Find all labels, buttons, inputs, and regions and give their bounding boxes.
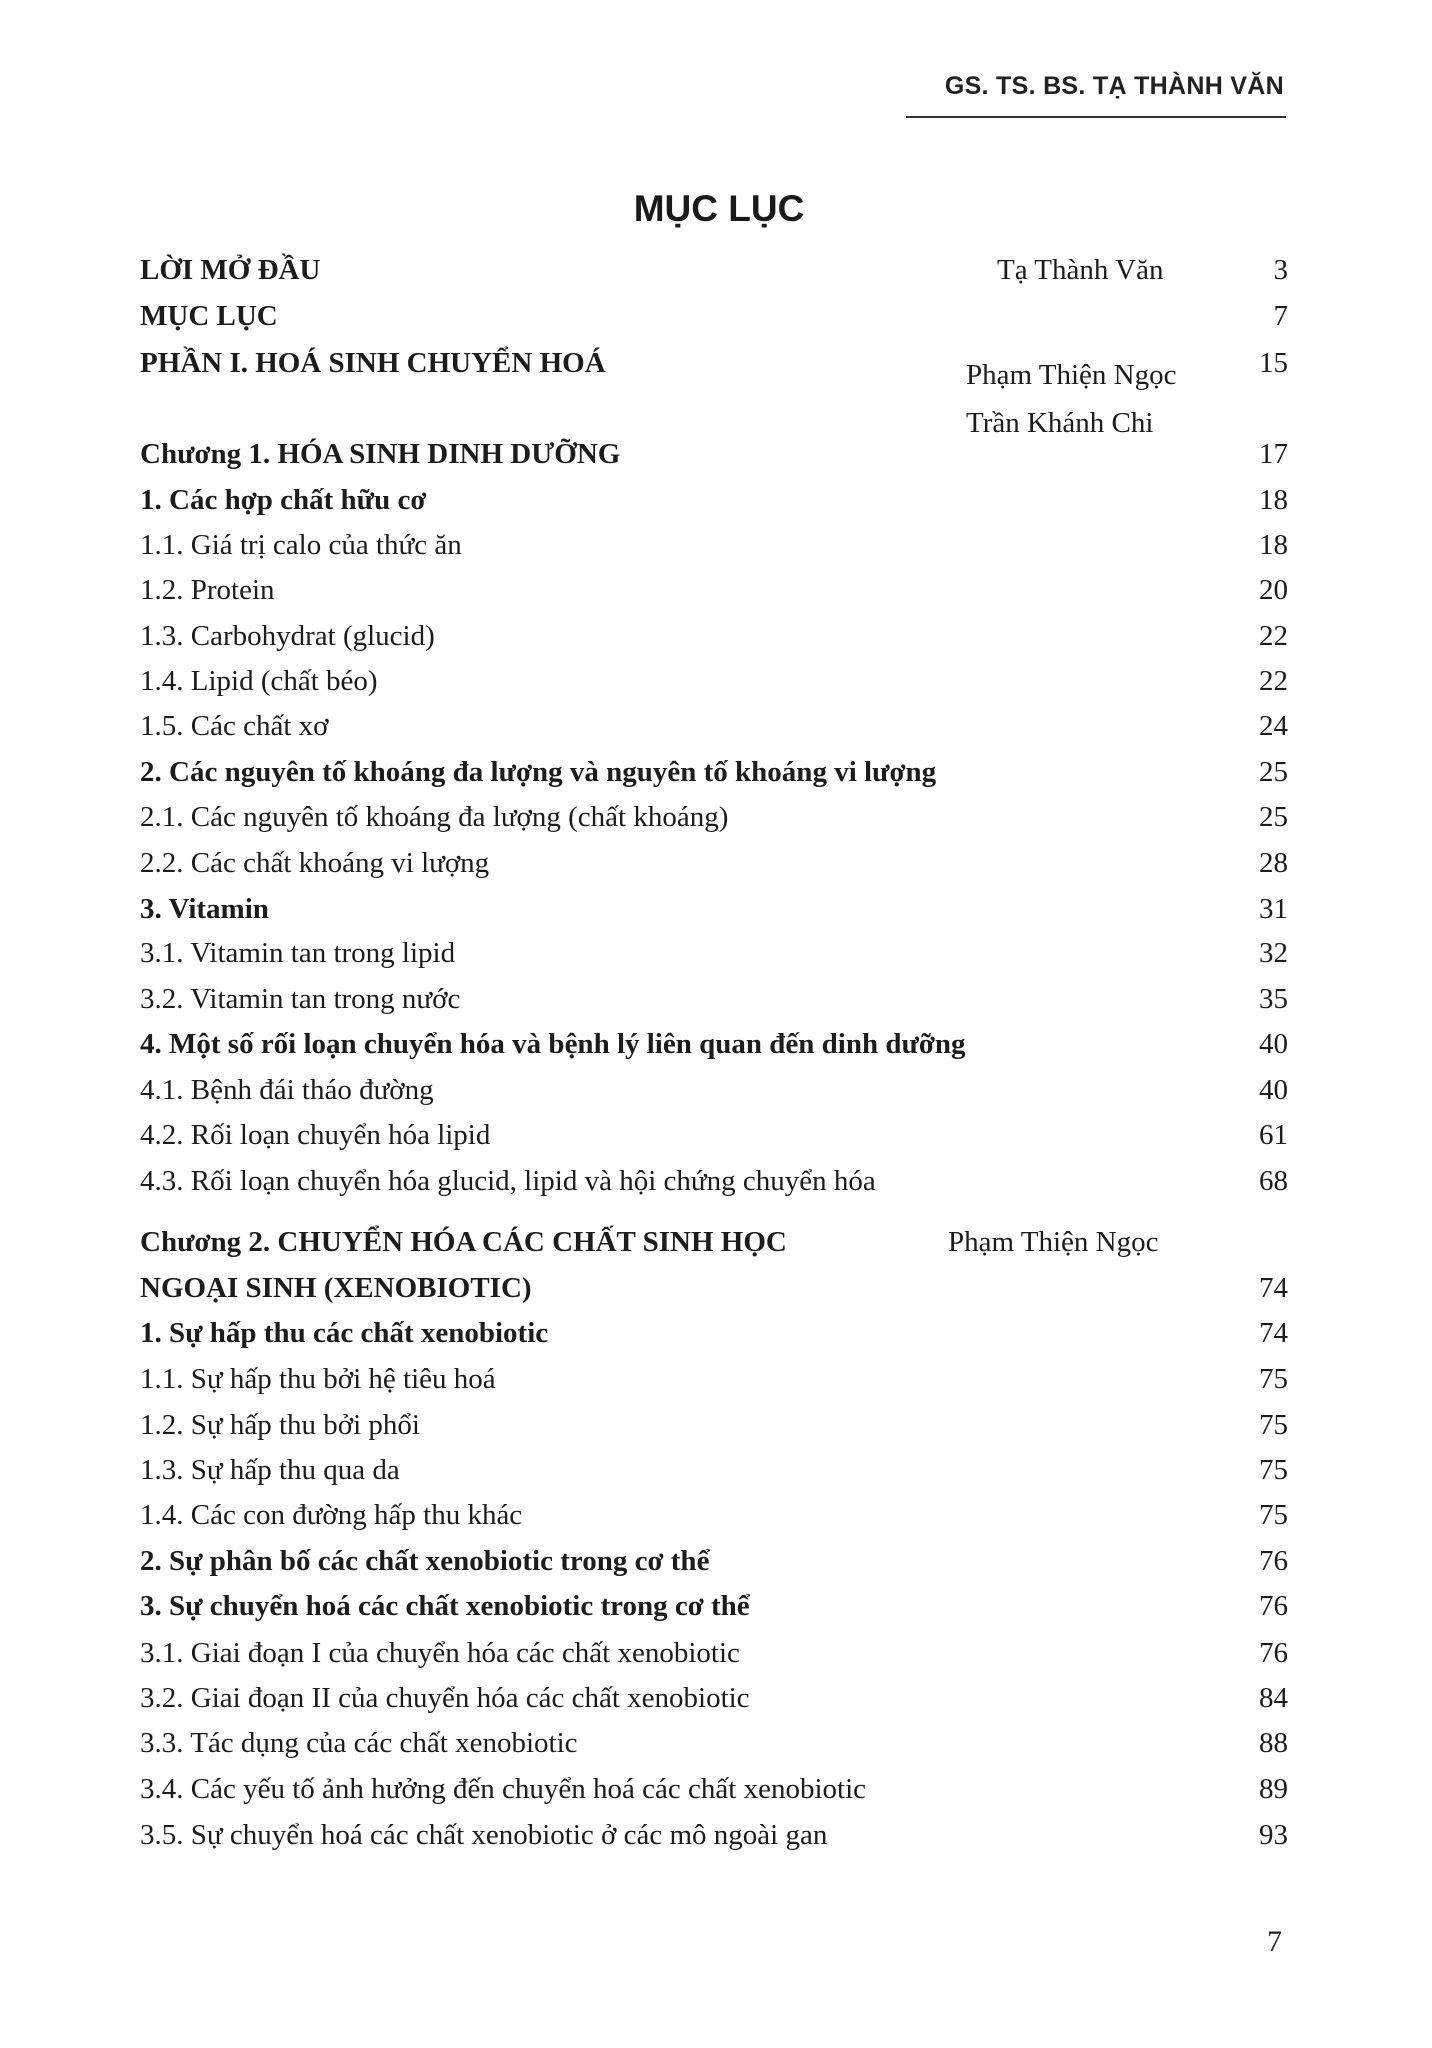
toc-entry-title: 3. Sự chuyển hoá các chất xenobiotic trong cơ thể <box>140 1590 750 1622</box>
toc-entry <box>140 752 1288 792</box>
toc-entry-title: 1.5. Các chất xơ <box>140 710 329 742</box>
toc-entry <box>140 434 1288 474</box>
toc-entry <box>140 1268 1288 1308</box>
toc-entry-title: Chương 2. CHUYỂN HÓA CÁC CHẤT SINH HỌC <box>140 1226 787 1258</box>
toc-entry-author: Phạm Thiện Ngọc <box>948 1226 1159 1258</box>
toc-entry <box>140 1313 1288 1353</box>
toc-entry <box>140 979 1288 1019</box>
toc-entry-title: 3.5. Sự chuyển hoá các chất xenobiotic ở các mô ngoài gan <box>140 1819 828 1851</box>
toc-entry <box>140 661 1288 701</box>
toc-entry-page: 76 <box>1259 1590 1288 1622</box>
toc-entry-title: 3.2. Vitamin tan trong nước <box>140 983 461 1015</box>
toc-entry <box>140 889 1288 929</box>
toc-entry <box>140 797 1288 837</box>
toc-entry <box>140 1586 1288 1626</box>
toc-entry-page: 74 <box>1259 1317 1288 1349</box>
toc-entry-title: NGOẠI SINH (XENOBIOTIC) <box>140 1272 532 1304</box>
toc-entry <box>140 933 1288 973</box>
toc-entry <box>140 1815 1288 1855</box>
toc-entry <box>140 1405 1288 1445</box>
toc-entry-page: 17 <box>1259 438 1288 470</box>
toc-entry-title: LỜI MỞ ĐẦU <box>140 254 321 286</box>
toc-entry-page: 20 <box>1259 574 1288 606</box>
toc-entry-title: 4. Một số rối loạn chuyển hóa và bệnh lý liên quan đến dinh dưỡng <box>140 1028 966 1060</box>
toc-entry-page: 22 <box>1259 665 1288 697</box>
toc-entry <box>140 525 1288 565</box>
toc-entry-title: 2. Các nguyên tố khoáng đa lượng và nguyên tố khoáng vi lượng <box>140 756 937 788</box>
toc-entry-page: 75 <box>1259 1409 1288 1441</box>
toc-entry <box>140 616 1288 656</box>
toc-entry-page: 18 <box>1259 484 1288 516</box>
toc-entry-title: 1. Các hợp chất hữu cơ <box>140 484 427 516</box>
toc-entry-page: 40 <box>1259 1028 1288 1060</box>
toc-entry-page: 61 <box>1259 1119 1288 1151</box>
toc-entry-title: 3.1. Vitamin tan trong lipid <box>140 937 456 969</box>
toc-entry <box>140 1723 1288 1763</box>
toc-entry-page: 15 <box>1259 347 1288 379</box>
toc-entry-title: 1. Sự hấp thu các chất xenobiotic <box>140 1317 549 1349</box>
toc-entry <box>140 570 1288 610</box>
toc-entry-title: 4.1. Bệnh đái tháo đường <box>140 1074 434 1106</box>
page-title: MỤC LỤC <box>633 188 805 229</box>
toc-entry-page: 84 <box>1259 1682 1288 1714</box>
toc-entry-page: 74 <box>1259 1272 1288 1304</box>
toc-entry <box>140 706 1288 746</box>
toc-entry <box>140 1359 1288 1399</box>
toc-entry-title: 2. Sự phân bố các chất xenobiotic trong cơ thể <box>140 1545 710 1577</box>
page-number: 7 <box>1267 1925 1282 1958</box>
toc-entry-page: 28 <box>1259 847 1288 879</box>
toc-entry <box>140 250 1288 290</box>
toc-entry-title: 3.3. Tác dụng của các chất xenobiotic <box>140 1727 578 1759</box>
toc-entry-title: 2.2. Các chất khoáng vi lượng <box>140 847 490 879</box>
toc-entry <box>140 343 1288 391</box>
toc-entry-title: 1.4. Các con đường hấp thu khác <box>140 1499 523 1531</box>
toc-entry-page: 75 <box>1259 1363 1288 1395</box>
toc-entry <box>140 1161 1288 1201</box>
page-header-author: GS. TS. BS. TẠ THÀNH VĂN <box>944 72 1284 100</box>
toc-entry-page: 3 <box>1273 254 1288 286</box>
toc-entry-title: MỤC LỤC <box>140 300 278 332</box>
toc-entry <box>140 296 1288 336</box>
toc-entry-title: 4.3. Rối loạn chuyển hóa glucid, lipid và hội chứng chuyển hóa <box>140 1165 876 1197</box>
toc-entry-page: 88 <box>1259 1727 1288 1759</box>
toc-entry-title: 3. Vitamin <box>140 893 269 925</box>
toc-entry <box>140 1222 1288 1262</box>
toc-entry-page: 75 <box>1259 1499 1288 1531</box>
toc-entry-title: 1.2. Sự hấp thu bởi phổi <box>140 1409 420 1441</box>
toc-entry-title: 1.4. Lipid (chất béo) <box>140 665 378 697</box>
toc-entry-title: PHẦN I. HOÁ SINH CHUYỂN HOÁ <box>140 347 606 379</box>
toc-entry <box>140 1541 1288 1581</box>
toc-entry-title: 1.1. Sự hấp thu bởi hệ tiêu hoá <box>140 1363 496 1395</box>
toc-entry-author: Trần Khánh Chi <box>966 407 1154 439</box>
toc-entry-title: 3.4. Các yếu tố ảnh hưởng đến chuyển hoá các chất xenobiotic <box>140 1773 867 1805</box>
toc-entry-title: 1.2. Protein <box>140 574 275 606</box>
toc-entry-page: 31 <box>1259 893 1288 925</box>
toc-entry <box>140 480 1288 520</box>
toc-entry-page: 93 <box>1259 1819 1288 1851</box>
toc-entry-page: 7 <box>1273 300 1288 332</box>
toc-entry-page: 32 <box>1259 937 1288 969</box>
toc-entry-page: 68 <box>1259 1165 1288 1197</box>
toc-entry-title: 1.3. Carbohydrat (glucid) <box>140 620 435 652</box>
toc-entry-page: 25 <box>1259 756 1288 788</box>
toc-entry <box>140 1024 1288 1064</box>
toc-entry-title: 1.1. Giá trị calo của thức ăn <box>140 529 462 561</box>
toc-entry-title: 4.2. Rối loạn chuyển hóa lipid <box>140 1119 491 1151</box>
toc-entry-page: 25 <box>1259 801 1288 833</box>
toc-entry-title: 2.1. Các nguyên tố khoáng đa lượng (chất khoáng) <box>140 801 729 833</box>
toc-entry-title: 3.1. Giai đoạn I của chuyển hóa các chất xenobiotic <box>140 1637 740 1669</box>
toc-entry-page: 22 <box>1259 620 1288 652</box>
toc-entry <box>140 1495 1288 1535</box>
toc-entry-title: 3.2. Giai đoạn II của chuyển hóa các chất xenobiotic <box>140 1682 750 1714</box>
toc-entry-page: 89 <box>1259 1773 1288 1805</box>
toc-entry-page: 75 <box>1259 1454 1288 1486</box>
toc-entry-page: 35 <box>1259 983 1288 1015</box>
toc-entry-page: 76 <box>1259 1637 1288 1669</box>
toc-entry <box>140 1070 1288 1110</box>
toc-entry <box>140 1450 1288 1490</box>
toc-entry-author: Phạm Thiện Ngọc <box>966 359 1177 391</box>
toc-entry-page: 18 <box>1259 529 1288 561</box>
toc-entry-title: 1.3. Sự hấp thu qua da <box>140 1454 400 1486</box>
toc-entry-title: Chương 1. HÓA SINH DINH DƯỠNG <box>140 438 621 470</box>
toc-entry <box>140 1633 1288 1673</box>
toc-entry-page: 76 <box>1259 1545 1288 1577</box>
toc-entry <box>140 1769 1288 1809</box>
toc-entry-author: Tạ Thành Văn <box>997 254 1164 286</box>
toc-entry <box>140 391 1288 439</box>
toc-entry-page: 40 <box>1259 1074 1288 1106</box>
toc-entry-page: 24 <box>1259 710 1288 742</box>
toc-entry <box>140 1678 1288 1718</box>
toc-entry <box>140 843 1288 883</box>
toc-entry <box>140 1115 1288 1155</box>
